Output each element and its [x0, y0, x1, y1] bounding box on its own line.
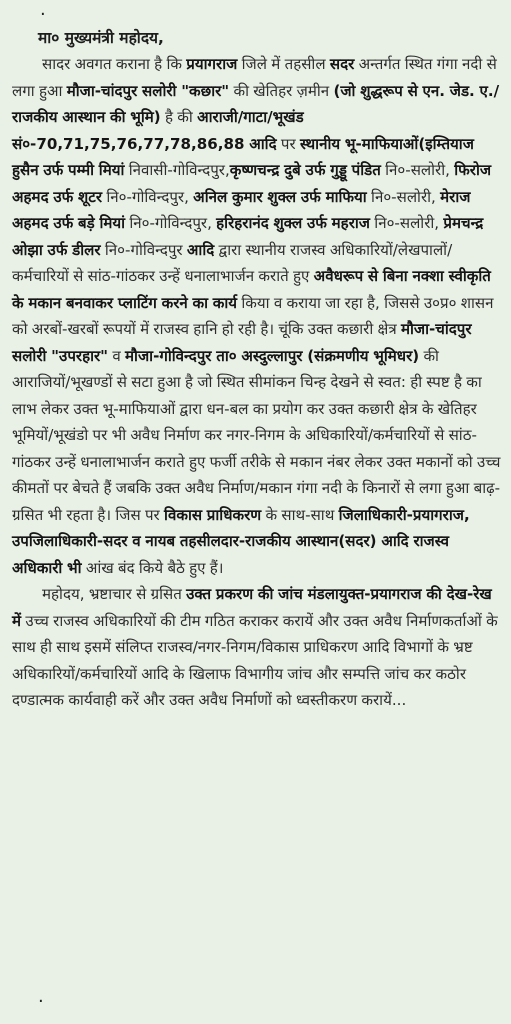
text-run: नि०-गोविन्दपुर,: [125, 214, 217, 232]
bold-run: आदि: [186, 240, 215, 259]
bold-run: अवैधरूप से बिना नक्शा स्वीकृति के मकान बनवाकर प्लाटिंग करने का कार्य: [12, 267, 491, 312]
text-run: द्वारा स्थानीय राजस्व अधिकारियों/लेखपालों/कर्मचारियों से सांठ-गांठकर उन्हें धनालाभार्जन कराते हुए: [12, 240, 453, 285]
text-run: नि०-गोविन्दपुर,: [102, 187, 194, 206]
paragraph-complaint: [12, 51, 501, 581]
bold-run: मौजा-गोविन्दपुर ता० अस्दुल्लापुर (संक्रमणीय भूमिधर): [125, 346, 420, 365]
bold-run: जिलाधिकारी-प्रयागराज, उपजिलाधिकारी-सदर व नायब तहसीलदार-राजकीय आस्थान(सदर) आदि राजस्व अधिकारी भी: [12, 505, 470, 577]
salutation: मा० मुख्यमंत्री महोदय,: [38, 29, 164, 47]
bottom-dot: ·: [38, 991, 44, 1012]
bold-run: सदर: [329, 55, 355, 73]
bold-run: प्रेमचन्द्र ओझा उर्फ डीलर: [12, 214, 484, 259]
bold-run: उक्त प्रकरण की जांच मंडलायुक्त-प्रयागराज की देख-रेख में: [12, 585, 492, 630]
bold-run: अनिल कुमार शुक्ल उर्फ माफिया: [193, 187, 367, 206]
text-run: नि०-सलोरी,: [369, 214, 444, 232]
text-run: उच्च राजस्व अधिकारियों की टीम गठित कराकर करायें और उक्त अवैध निर्माणकर्ताओं के साथ ही साथ इसमें संलिप्त राजस्व/नगर-निगम/विकास प्राधिकरण आदि विभागों के भ्रष्ट अधिकारियों/कर्मचारियों आदि के खिलाफ विभागीय जांच और सम्पत्ति जांच कर कठोर दण्डात्मक कार्यवाही करें और उक्त अवैध निर्माणों को ध्वस्तीकरण करायें...: [12, 611, 498, 709]
text-run: किया व कराया जा रहा है, जिससे उ०प्र० शासन को अरबों-खरबों रूपयों में राजस्व हानि हो रही है। चूंकि उक्त कछारी क्षेत्र: [12, 293, 494, 338]
bold-run: आराजी/गाटा/भूखंड सं०-70,71,75,76,77,78,86,88 आदि: [12, 108, 304, 153]
bold-run: विकास प्राधिकरण: [164, 505, 262, 524]
text-run: महोदय, भ्रष्टाचार से ग्रसित: [42, 585, 187, 603]
bold-run: फिरोज अहमद उर्फ शूटर: [12, 161, 492, 206]
text-run: नि०-सलोरी,: [380, 161, 455, 179]
text-run: आंख बंद किये बैठे हुए हैं।: [81, 558, 224, 577]
top-dot: ·: [40, 4, 46, 25]
text-run: अन्तर्गत स्थित गंगा नदी से लगा हुआ: [12, 55, 497, 100]
text-run: नि०-सलोरी,: [366, 187, 441, 206]
text-run: नि०-गोविन्दपुर: [100, 240, 187, 259]
bold-run: (जो शुद्धरूप से एन. जेड. ए./राजकीय आस्थान की भूमि): [12, 81, 500, 126]
text-run: जिले में तहसील: [237, 55, 330, 73]
text-run: निवासी-गोविन्दपुर,: [124, 161, 230, 179]
text-run: व: [108, 346, 126, 365]
bold-run: स्थानीय भू-माफियाओं(इम्तियाज हुसैन उर्फ पम्मी मियां: [12, 134, 474, 179]
text-run: सादर अवगत कराना है कि: [42, 55, 187, 73]
paragraph-request: [12, 581, 501, 714]
text-run: है की: [160, 108, 198, 126]
bold-run: हरिहरानंद शुक्ल उर्फ महराज: [216, 214, 370, 232]
bold-run: प्रयागराज: [186, 55, 238, 73]
bold-run: मौजा-चांदपुर सलोरी "उपरहार": [12, 320, 472, 365]
text-run: की आराजियों/भूखण्डों से सटा हुआ है जो स्थित सीमांकन चिन्ह देखने से स्वत: ही स्पष्ट है का लाभ लेकर उक्त भू-माफियाओं द्वारा धन-बल का प्रयोग कर उक्त कछारी क्षेत्र के खेतिहर भूमियों/भूखंडो पर भी अवैध निर्माण कर नगर-निगम के अधिकारियों/कर्मचारियों से सांठ-गांठकर उन्हें धनालाभार्जन कराते हुए फर्जी तरीके से मकान नंबर लेकर उक्त मकानों को उच्च कीमतों पर बेचते हैं जबकि उक्त अवैध निर्माण/मकान गंगा नदी के किनारों से लगा हुआ बाढ़-ग्रसित भी रहता है। जिस पर: [12, 346, 501, 524]
text-run: के साथ-साथ: [261, 505, 339, 524]
bold-run: मौजा-चांदपुर सलोरी "कछार": [66, 81, 230, 100]
bold-run: मेराज अहमद उर्फ बड़े मियां: [12, 187, 471, 232]
bold-run: कृष्णचन्द्र दुबे उर्फ गुड्डू पंडित: [229, 161, 381, 179]
text-run: की खेतिहर ज़मीन: [229, 81, 334, 100]
text-run: पर: [276, 134, 300, 153]
